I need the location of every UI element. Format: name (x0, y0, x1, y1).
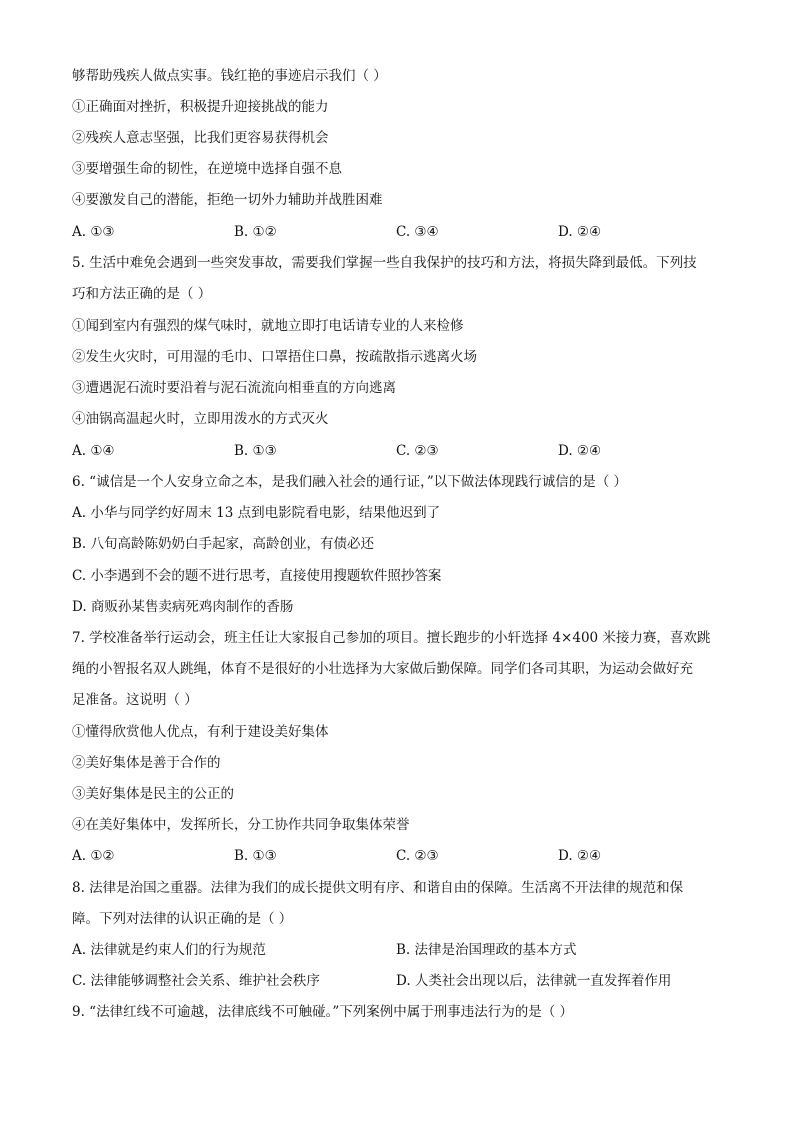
q7-stem-line-2: 绳的小智报名双人跳绳，体育不是很好的小壮选择为大家做后勤保障。同学们各司其职，为运动会做好充 (72, 661, 693, 677)
q8-option-d: D. 人类社会出现以后，法律就一直发挥着作用 (396, 973, 672, 989)
q5-option-b: B. ①③ (234, 443, 277, 459)
q7-item-2: ②美好集体是善于合作的 (72, 755, 221, 771)
q5-option-a: A. ①④ (72, 443, 115, 459)
q7-stem-line-3: 足准备。这说明（ ） (72, 692, 198, 708)
q8-option-c: C. 法律能够调整社会关系、维护社会秩序 (72, 973, 320, 989)
q7-stem-line-1: 7. 学校准备举行运动会，班主任让大家报自己参加的项目。擅长跑步的小轩选择 4×400 米接力赛，喜欢跳 (72, 630, 711, 646)
q5-item-4: ④油锅高温起火时，立即用泼水的方式灭火 (72, 411, 329, 427)
q5-stem-line-2: 巧和方法正确的是（ ） (72, 286, 212, 302)
q7-item-1: ①懂得欣赏他人优点，有利于建设美好集体 (72, 724, 329, 740)
q4-item-2: ②残疾人意志坚强，比我们更容易获得机会 (72, 130, 329, 146)
q9-stem: 9. “法律红线不可逾越，法律底线不可触碰。”下列案例中属于刑事违法行为的是（ ） (72, 1004, 574, 1020)
q8-stem-line-1: 8. 法律是治国之重器。法律为我们的成长提供文明有序、和谐自由的保障。生活离不开法律的规范和保 (72, 880, 684, 896)
q7-option-d: D. ②④ (558, 848, 602, 864)
q8-stem-line-2: 障。下列对法律的认识正确的是（ ） (72, 911, 293, 927)
q7-item-3: ③美好集体是民主的公正的 (72, 786, 234, 802)
q7-item-4: ④在美好集体中，发挥所长，分工协作共同争取集体荣誉 (72, 817, 410, 833)
q5-stem-line-1: 5. 生活中难免会遇到一些突发事故，需要我们掌握一些自我保护的技巧和方法，将损失降到最低。下列技 (72, 255, 697, 271)
q4-option-d: D. ②④ (558, 224, 602, 240)
q8-option-a: A. 法律就是约束人们的行为规范 (72, 942, 266, 958)
q5-item-1: ①闻到室内有强烈的煤气味时，就地立即打电话请专业的人来检修 (72, 318, 464, 334)
q4-option-c: C. ③④ (396, 224, 439, 240)
q6-option-c: C. 小李遇到不会的题不进行思考，直接使用搜题软件照抄答案 (72, 568, 442, 584)
q4-item-4: ④要激发自己的潜能，拒绝一切外力辅助并战胜困难 (72, 192, 383, 208)
q6-option-b: B. 八旬高龄陈奶奶白手起家，高龄创业，有债必还 (72, 536, 375, 552)
q7-option-b: B. ①③ (234, 848, 277, 864)
q7-option-c: C. ②③ (396, 848, 439, 864)
q5-option-d: D. ②④ (558, 443, 602, 459)
q4-option-b: B. ①② (234, 224, 277, 240)
q4-stem-continuation: 够帮助残疾人做点实事。钱红艳的事迹启示我们（ ） (72, 68, 387, 84)
q4-option-a: A. ①③ (72, 224, 115, 240)
q6-stem: 6. “诚信是一个人安身立命之本，是我们融入社会的通行证，”以下做法体现践行诚信的是（ ） (72, 474, 628, 490)
q4-item-1: ①正确面对挫折，积极提升迎接挑战的能力 (72, 99, 329, 115)
q5-item-3: ③遭遇泥石流时要沿着与泥石流流向相垂直的方向逃离 (72, 380, 396, 396)
q5-option-c: C. ②③ (396, 443, 439, 459)
q7-option-a: A. ①② (72, 848, 115, 864)
q5-item-2: ②发生火灾时，可用湿的毛巾、口罩捂住口鼻，按疏散指示逃离火场 (72, 349, 477, 365)
q6-option-a: A. 小华与同学约好周末 13 点到电影院看电影，结果他迟到了 (72, 505, 441, 521)
q6-option-d: D. 商贩孙某售卖病死鸡肉制作的香肠 (72, 599, 294, 615)
q8-option-b: B. 法律是治国理政的基本方式 (396, 942, 577, 958)
q4-item-3: ③要增强生命的韧性，在逆境中选择自强不息 (72, 161, 342, 177)
